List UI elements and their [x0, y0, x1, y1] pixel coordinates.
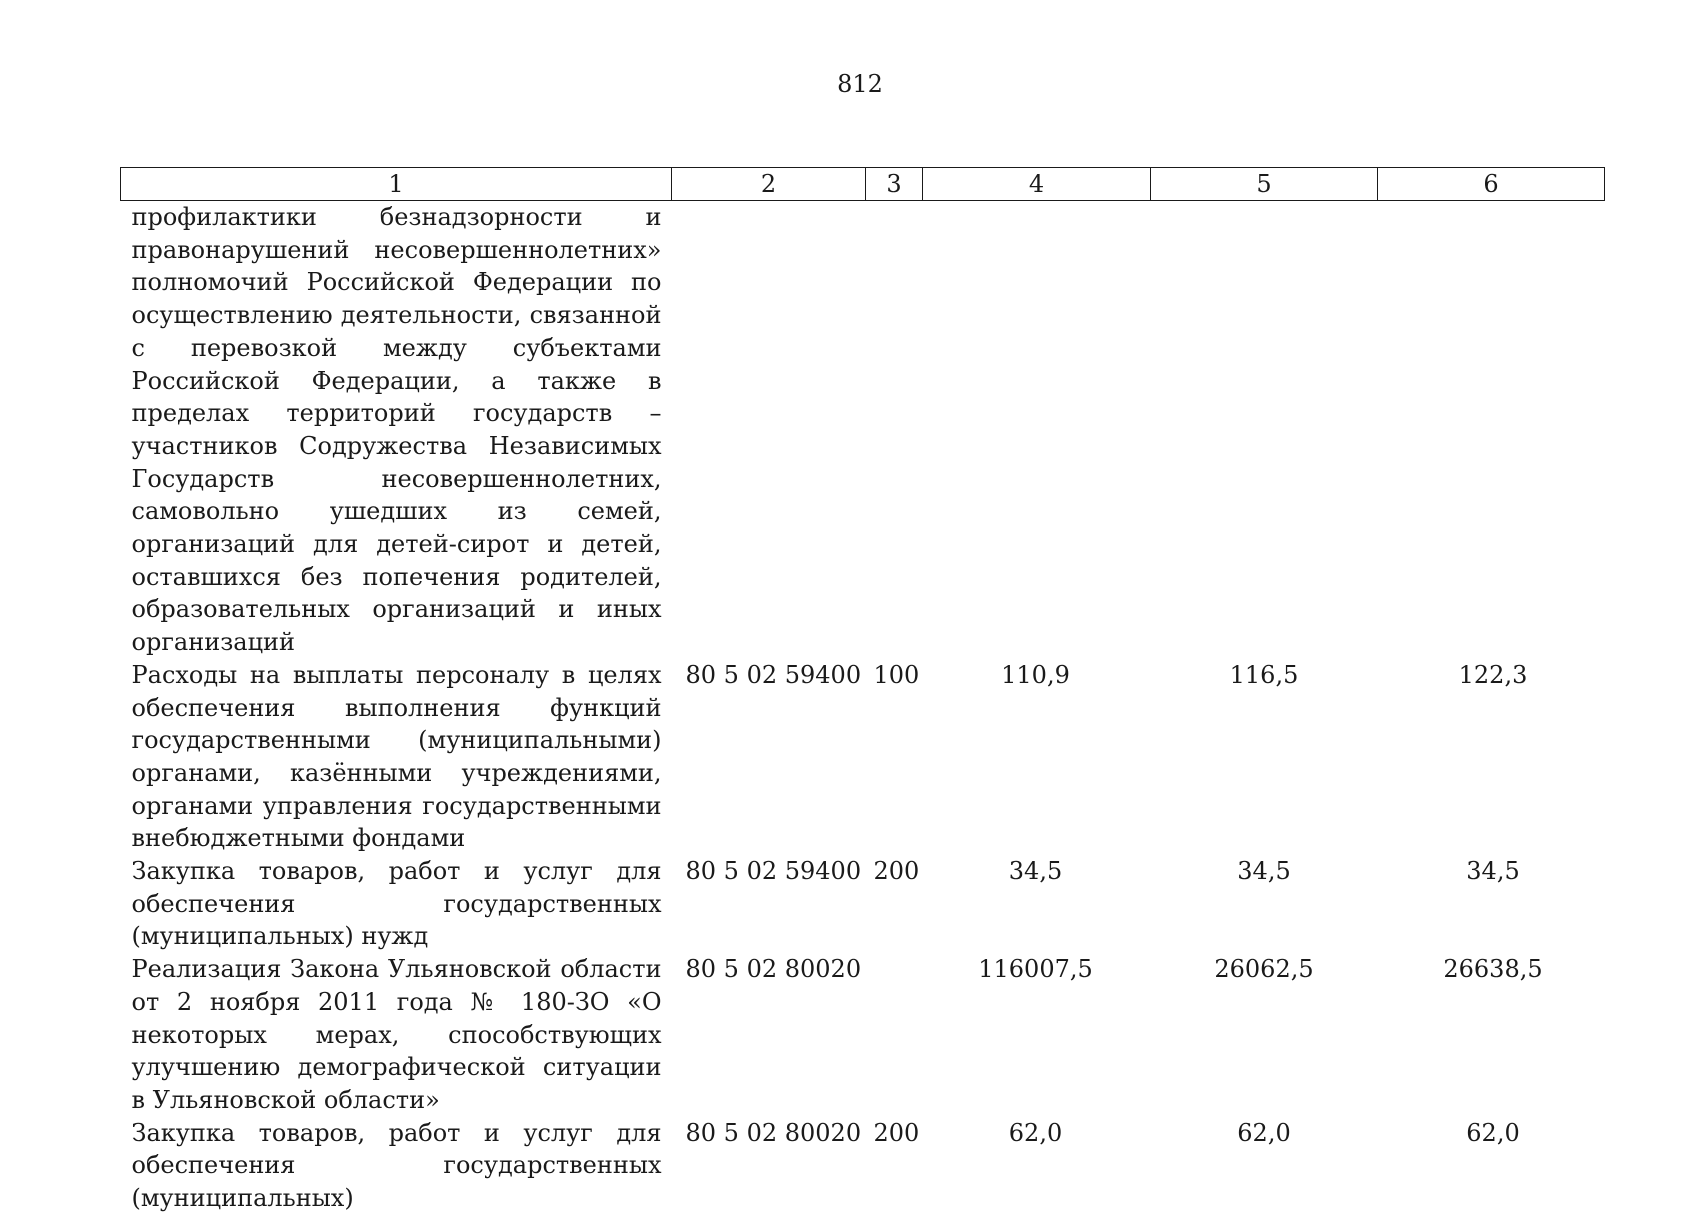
row-description: Расходы на выплаты персоналу в целях обеспечения выполнения функций государственными (муниципальными) органами, казёнными учреждениями, органами управления государственными внебюджетными фондами	[131, 660, 662, 853]
row-amount-col4	[923, 201, 1151, 659]
row-expense-type: 100	[873, 660, 920, 689]
column-header-1: 1	[121, 168, 672, 201]
row-target-code: 80 5 02 59400	[685, 660, 862, 689]
table-header	[121, 168, 1605, 201]
row-description: профилактики безнадзорности и правонарушений несовершеннолетних» полномочий Российской Федерации по осуществлению деятельности, связанной с перевозкой между субъектами Российской Федерации, а также в пределах территорий государств – участников Содружества Независимых Государств несовершеннолетних, самовольно ушедших из семей, организаций для детей-сирот и детей, оставшихся без попечения родителей, образовательных организаций и иных организаций	[131, 203, 662, 657]
row-description: Закупка товаров, работ и услуг для обеспечения государственных (муниципальных)	[131, 1118, 662, 1213]
row-amount-col4: 110,9	[1001, 660, 1070, 689]
column-header-2: 2	[672, 168, 866, 201]
row-amount-col4: 116007,5	[978, 955, 1093, 984]
row-amount-col6: 122,3	[1458, 660, 1528, 689]
row-target-code: 80 5 02 80020	[685, 1118, 862, 1147]
header-row	[121, 168, 1605, 201]
row-target-code: 80 5 02 80020	[685, 955, 862, 984]
column-header-5: 5	[1151, 168, 1378, 201]
page-number: 812	[837, 70, 883, 98]
row-amount-col5	[1151, 201, 1378, 659]
row-expense-type	[866, 201, 923, 659]
row-amount-col4: 34,5	[1008, 857, 1063, 886]
row-expense-type: 200	[873, 1118, 920, 1147]
row-amount-col5: 62,0	[1237, 1118, 1291, 1147]
table-row	[121, 659, 1605, 855]
row-target-code: 80 5 02 59400	[685, 857, 862, 886]
row-amount-col5: 26062,5	[1214, 955, 1314, 984]
row-amount-col5: 34,5	[1237, 857, 1291, 886]
table-row	[121, 953, 1605, 1117]
table-row	[121, 201, 1605, 659]
row-amount-col4: 62,0	[1008, 1118, 1063, 1147]
row-expense-type: 200	[873, 857, 920, 886]
column-header-4: 4	[923, 168, 1151, 201]
row-target-code	[672, 201, 866, 659]
row-description: Реализация Закона Ульяновской области от 2 ноября 2011 года № 180-ЗО «О некоторых мерах, способствующих улучшению демографической ситуации в Ульяновской области»	[131, 955, 662, 1114]
row-expense-type	[866, 953, 923, 1117]
table-row	[121, 1117, 1605, 1215]
row-amount-col6: 62,0	[1466, 1118, 1520, 1147]
row-description: Закупка товаров, работ и услуг для обеспечения государственных (муниципальных) нужд	[131, 857, 662, 951]
budget-table	[120, 167, 1605, 1215]
row-amount-col5: 116,5	[1229, 660, 1299, 689]
table-row	[121, 855, 1605, 953]
column-header-6: 6	[1378, 168, 1605, 201]
row-amount-col6: 34,5	[1466, 857, 1520, 886]
table-body	[121, 201, 1605, 1215]
row-amount-col6	[1378, 201, 1605, 659]
row-amount-col6: 26638,5	[1443, 955, 1543, 984]
column-header-3: 3	[866, 168, 923, 201]
